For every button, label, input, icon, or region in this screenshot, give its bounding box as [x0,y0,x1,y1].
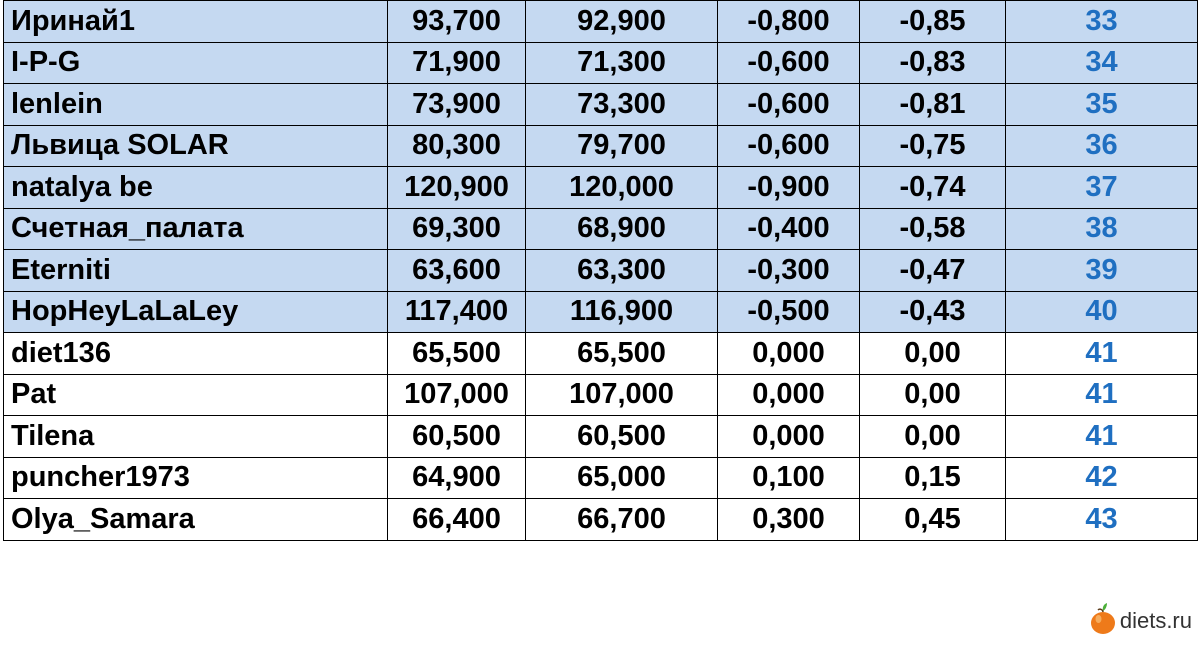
rank-cell: 41 [1006,333,1198,375]
start-weight-cell: 66,400 [388,499,526,541]
table-row [4,1,1198,43]
table-row [4,291,1198,333]
rank-cell: 36 [1006,125,1198,167]
table-row [4,333,1198,375]
table-row [4,208,1198,250]
current-weight-cell: 60,500 [526,416,718,458]
weight-change-cell: 0,100 [718,457,860,499]
percent-change-cell: -0,81 [860,84,1006,126]
start-weight-cell: 64,900 [388,457,526,499]
current-weight-cell: 68,900 [526,208,718,250]
percent-change-cell: -0,47 [860,250,1006,292]
start-weight-cell: 63,600 [388,250,526,292]
rank-cell: 33 [1006,1,1198,43]
start-weight-cell: 71,900 [388,42,526,84]
weight-change-cell: 0,000 [718,374,860,416]
rank-cell: 41 [1006,374,1198,416]
current-weight-cell: 79,700 [526,125,718,167]
row-name-cell: Eterniti [4,250,388,292]
row-name-cell: lenlein [4,84,388,126]
current-weight-cell: 73,300 [526,84,718,126]
percent-change-cell: -0,83 [860,42,1006,84]
weight-change-cell: -0,600 [718,125,860,167]
percent-change-cell: 0,00 [860,374,1006,416]
row-name-cell: Львица SOLAR [4,125,388,167]
rank-cell: 37 [1006,167,1198,209]
rank-cell: 42 [1006,457,1198,499]
percent-change-cell: 0,00 [860,333,1006,375]
apple-icon [1090,603,1116,640]
weight-change-cell: -0,400 [718,208,860,250]
rank-cell: 35 [1006,84,1198,126]
percent-change-cell: -0,85 [860,1,1006,43]
start-weight-cell: 69,300 [388,208,526,250]
weight-change-cell: -0,500 [718,291,860,333]
table-row [4,457,1198,499]
table-row [4,374,1198,416]
start-weight-cell: 65,500 [388,333,526,375]
row-name-cell: Olya_Samara [4,499,388,541]
current-weight-cell: 92,900 [526,1,718,43]
current-weight-cell: 66,700 [526,499,718,541]
table-row [4,84,1198,126]
current-weight-cell: 71,300 [526,42,718,84]
row-name-cell: Tilena [4,416,388,458]
rank-cell: 43 [1006,499,1198,541]
row-name-cell: HopHeyLaLaLey [4,291,388,333]
row-name-cell: I-P-G [4,42,388,84]
rank-cell: 34 [1006,42,1198,84]
table-row [4,499,1198,541]
percent-change-cell: 0,00 [860,416,1006,458]
logo-text: diets.ru [1119,608,1192,633]
table-row [4,416,1198,458]
weight-change-cell: -0,600 [718,84,860,126]
start-weight-cell: 93,700 [388,1,526,43]
current-weight-cell: 116,900 [526,291,718,333]
start-weight-cell: 73,900 [388,84,526,126]
row-name-cell: Pat [4,374,388,416]
table-row [4,125,1198,167]
row-name-cell: Иринай1 [4,1,388,43]
row-name-cell: puncher1973 [4,457,388,499]
results-table [3,0,1198,541]
percent-change-cell: -0,74 [860,167,1006,209]
percent-change-cell: 0,15 [860,457,1006,499]
weight-change-cell: -0,300 [718,250,860,292]
start-weight-cell: 117,400 [388,291,526,333]
percent-change-cell: -0,43 [860,291,1006,333]
table-row [4,250,1198,292]
start-weight-cell: 107,000 [388,374,526,416]
table-row [4,167,1198,209]
current-weight-cell: 63,300 [526,250,718,292]
row-name-cell: diet136 [4,333,388,375]
row-name-cell: Счетная_палата [4,208,388,250]
diets-logo [1090,601,1192,641]
start-weight-cell: 120,900 [388,167,526,209]
current-weight-cell: 120,000 [526,167,718,209]
rank-cell: 40 [1006,291,1198,333]
weight-change-cell: 0,000 [718,333,860,375]
weight-change-cell: -0,600 [718,42,860,84]
start-weight-cell: 60,500 [388,416,526,458]
table-row [4,42,1198,84]
results-table-body [4,1,1198,541]
row-name-cell: natalya be [4,167,388,209]
percent-change-cell: 0,45 [860,499,1006,541]
current-weight-cell: 107,000 [526,374,718,416]
weight-change-cell: 0,300 [718,499,860,541]
current-weight-cell: 65,500 [526,333,718,375]
rank-cell: 39 [1006,250,1198,292]
weight-change-cell: -0,900 [718,167,860,209]
start-weight-cell: 80,300 [388,125,526,167]
weight-change-cell: 0,000 [718,416,860,458]
percent-change-cell: -0,58 [860,208,1006,250]
weight-change-cell: -0,800 [718,1,860,43]
rank-cell: 38 [1006,208,1198,250]
rank-cell: 41 [1006,416,1198,458]
current-weight-cell: 65,000 [526,457,718,499]
percent-change-cell: -0,75 [860,125,1006,167]
